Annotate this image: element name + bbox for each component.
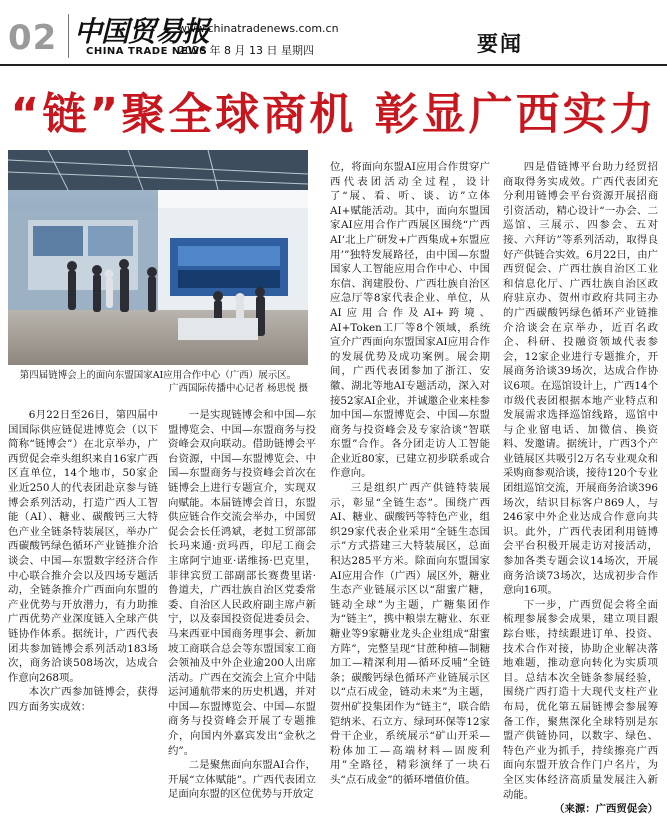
header-rule: [0, 64, 667, 66]
section-title: 要闻: [477, 32, 523, 56]
expo-booth-illustration: [8, 150, 308, 365]
article-column-4: [503, 160, 658, 816]
issue-date: 2026 年 8 月 13 日 星期四: [178, 44, 314, 57]
article-source: （来源：广西贸促会）: [554, 803, 658, 816]
headline: “链”聚全球商机 彰显广西实力: [10, 89, 657, 140]
paragraph: 下一步，广西贸促会将全面梳理参展参会成果，建立项目跟踪台账，持续跟进订单、投资、技术合作对接，协助企业解决落地难题，推动意向转化为实质项目。总结本次全链条参展经验，围绕广西打造十大现代支柱产业布局，优化第五届链博会参展筹备工作，聚焦深化全球特别是东盟产供链协同，以数字、绿色、特色产业为抓手，持续擦亮广西面向东盟开放合作门户名片，为全区实体经济高质量发展注入新动能。: [503, 598, 658, 801]
page-number: 02: [8, 18, 58, 58]
paragraph: 本次广西参加链博会，获得四方面务实成效：: [8, 686, 158, 713]
photo-caption: 第四届链博会上的面向东盟国家AI应用合作中心（广西）展示区。: [19, 370, 297, 381]
newspaper-logo-en: CHINA TRADE NEWS: [86, 46, 208, 57]
photo-credit: 广西国际传播中心记者 杨思悦 摄: [168, 383, 308, 394]
newspaper-logo: 中国贸易报: [74, 15, 210, 48]
paragraph: 三是组织广西产供链特装展示，彰显“全链生态”。围绕广西AI、糖业、碳酸钙等特色产业，组织29家代表企业采用“全链生态国示”方式搭建三大特装展区，总面积达285平方米。除面向东盟国家AI应用合作（广西）展区外，糖业生态产业链展示区以“甜蜜广糖，链动全球”为主题，广糖集团作为“链主”，携中粮崇左糖业、东亚糖业等9家糖业龙头企业组成“甜蜜方阵”，完整呈现“甘蔗种植—制糖加工—精深利用—循环反哺”全链条；碳酸钙绿色循环产业链展示区以“点石成金，链动未来”为主题，贺州矿投集团作为“链主”，联合皓铠纳米、石立方、绿珂环保等12家骨干企业，系统展示“矿山开采—粉体加工—高端材料—固废利用”全路径，精彩演绎了一块石头“点石成金”的循环增值价值。: [330, 482, 490, 786]
article-column-3: [330, 160, 490, 786]
paragraph: 6月22日至26日，第四届中国国际供应链促进博览会（以下简称“链博会”）在北京举办，广西贸促会牵头组织来自16家广西区直单位，14个地市，50家企业近250人的代表团赴京参与链博会系列活动，打造广西人工智能（AI）、糖业、碳酸钙三大特色产业全链条特装展区，举办广西碳酸钙绿色循环产业链推介洽谈会、中国—东盟数字经济合作中心联合推介会以及四场专题活动，全链条推介广西面向东盟的产业优势与开放潜力，有力助推广西优势产业深度链入全球产供链协作体系。据统计，广西代表团共参加链博会系列活动183场次，商务洽谈508场次，达成合作意向268项。: [8, 409, 158, 684]
masthead: [0, 0, 667, 66]
article-column-2: [168, 408, 316, 801]
paragraph: 四是借链博平台助力经贸招商取得务实成效。广西代表团充分利用链博会平台资源开展招商引资活动，精心设计“一办会、二巡馆、三展示、四参会、五对接、六拜访”等系列活动，取得良好产供链合实效。6月22日，由广西贸促会、广西壮族自治区工业和信息化厅、广西壮族自治区政府驻京办、贺州市政府共同主办的广西碳酸钙绿色循环产业链推介洽谈会在京举办，近百名政企、科研、投融资领域代表参会，12家企业进行专题推介，开展商务洽谈39场次，达成合作协议6项。在巡馆设计上，广西14个市级代表团根据本地产业特点和发展需求选择巡馆线路，巡馆中与企业留电话、加微信、换资料、发邀请。据统计，广西3个产业链展区共吸引2万名专业观众和采购商参观洽谈，接待120个专业团组巡馆交流，开展商务洽谈396场次，结识目标客户869人，与246家中外企业达成合作意向共识。此外，广西代表团利用链博会平台积极开展走访对接活动，参加各类专题会议14场次，开展商务洽谈73场次，达成初步合作意向16项。: [503, 161, 658, 597]
expo-booth-photo: [8, 150, 308, 365]
paragraph: 位，将面向东盟AI应用合作贯穿广西代表团活动全过程，设计了“展、看、听、谈、访”立体AI+赋能活动。其中，面向东盟国家AI应用合作广西展区围绕“广西AI‘北上广研发+广西集成+东盟应用’”独特发展路径，由中国—东盟国家人工智能应用合作中心、中国东信、润建股份、广西壮族自治区应急厅等8家代表企业、单位，从AI应用合作及AI+跨境、AI+Token工厂等8个领域，系统宣介广西面向东盟国家AI应用合作的发展优势及成功案例。展会期间，广西代表团参加了浙江、安徽、湖北等地AI专题活动，深入对接52家AI企业，并诚邀企业来桂参加中国—东盟博览会、中国—东盟商务与投资峰会及专家洽谈“智联东盟”合作。各分团走访人工智能企业近80家，已建立初步联系或合作意向。: [330, 161, 490, 480]
paragraph: 一是实现链博会和中国—东盟博览会、中国—东盟商务与投资峰会双向联动。借助链博会平台资源，中国—东盟博览会、中国—东盟商务与投资峰会首次在链博会上进行专题宣介，实现双向赋能。本届链博会首日，东盟供应链合作交流会举办，中国贸促会会长任鸿斌，老挝工贸部部长玛来通·贡玛西，印尼工商会主席阿宁迪亚·诺维扬·巴克里，菲律宾贸工部副部长赛费里诺·鲁道夫，广西壮族自治区党委常委、自治区人民政府副主席卢新宁，以及泰国投资促进委员会、马来西亚中国商务理事会、新加坡工商联合总会等东盟国家工商会领袖及中外企业逾200人出席活动。广西在交流会上宣介中陆运河通航带来的历史机遇，并对中国—东盟博览会、中国—东盟商务与投资峰会开展了专题推介，向国内外嘉宾发出“金秋之约”。: [168, 409, 316, 757]
article-column-1: [8, 408, 158, 713]
paragraph: 二是聚焦面向东盟AI合作，开展“立体赋能”。广西代表团立足面向东盟的区位优势与开放定: [168, 759, 316, 801]
masthead-divider: [68, 14, 69, 58]
website-url: www.chinatradenews.com.cn: [178, 22, 339, 35]
